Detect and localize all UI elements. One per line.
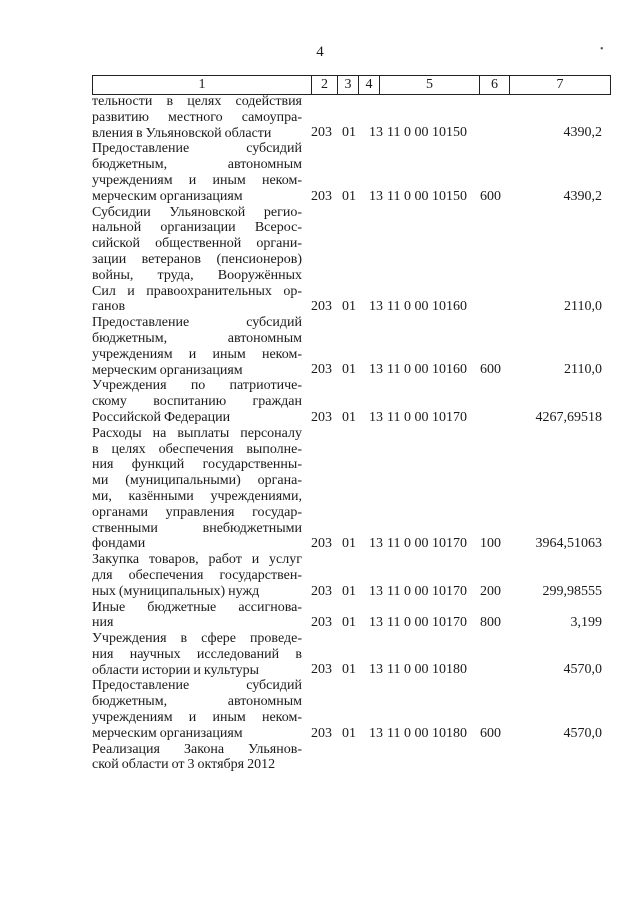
row-codes [92, 757, 611, 773]
table-row [92, 552, 611, 599]
ministry-code: 203 [311, 536, 332, 552]
description-line: области истории и культуры [92, 662, 260, 678]
description-line: в целях обеспечения выполне- [92, 441, 302, 457]
expense-type-code: 600 [480, 725, 501, 741]
header-col-7: 7 [556, 77, 564, 92]
description-line: Предоставление субсидий [92, 141, 302, 157]
ministry-code: 203 [311, 725, 332, 741]
description-line: Иные бюджетные ассигнова- [92, 599, 302, 615]
row-codes [92, 726, 611, 742]
table-row [92, 742, 611, 774]
description-line: мерческим организациям [92, 725, 243, 741]
target-article-code: 11 0 00 10180 [387, 662, 467, 678]
table-row [92, 600, 611, 632]
description-line: Закупка товаров, работ и услуг [92, 552, 302, 568]
ministry-code: 203 [311, 125, 332, 141]
expense-type-code: 600 [480, 362, 501, 378]
amount: 4570,0 [563, 662, 602, 678]
row-codes [92, 615, 611, 631]
subsection-code: 13 [369, 536, 383, 552]
description-line: Сил и правоохранительных ор- [92, 283, 302, 299]
row-codes [92, 584, 611, 600]
section-code: 01 [342, 615, 356, 631]
amount: 4570,0 [563, 725, 602, 741]
table-body [92, 94, 611, 773]
amount: 3964,51063 [535, 536, 602, 552]
description-line: сийской общественной органи- [92, 236, 302, 252]
description-line: для обеспечения государствен- [92, 567, 302, 583]
row-description [92, 426, 302, 552]
header-col-5: 5 [380, 76, 480, 94]
description-line: учреждениям и иным неком- [92, 346, 302, 362]
expense-type-code: 200 [480, 583, 501, 599]
table-row [92, 426, 611, 552]
ministry-code: 203 [311, 583, 332, 599]
table-row [92, 205, 611, 316]
description-line: нальной организации Всерос- [92, 220, 302, 236]
description-line: бюджетным, автономным [92, 330, 302, 346]
description-line: фондами [92, 536, 146, 552]
table-row [92, 141, 611, 204]
ministry-code: 203 [311, 188, 332, 204]
description-line: ния [92, 615, 114, 631]
description-line: учреждениям и иным неком- [92, 172, 302, 188]
description-line: Предоставление субсидий [92, 315, 302, 331]
table-row [92, 378, 611, 425]
description-line: Предоставление субсидий [92, 678, 302, 694]
target-article-code: 11 0 00 10170 [387, 583, 467, 599]
page-number: 4 [316, 44, 324, 60]
header-col-1: 1 [93, 76, 312, 94]
amount: 4267,69518 [535, 409, 602, 425]
amount: 2110,0 [564, 299, 602, 315]
subsection-code: 13 [369, 662, 383, 678]
section-code: 01 [342, 299, 356, 315]
expense-type-code: 100 [480, 536, 501, 552]
amount: 3,199 [570, 615, 602, 631]
row-codes [92, 362, 611, 378]
subsection-code: 13 [369, 125, 383, 141]
target-article-code: 11 0 00 10150 [387, 125, 467, 141]
description-line: тельности в целях содействия [92, 94, 302, 109]
header-col-6: 6 [480, 76, 510, 94]
description-line: органами управления государ- [92, 504, 302, 520]
description-line: Российской Федерации [92, 409, 231, 425]
table-row [92, 315, 611, 378]
description-line: ми (муниципальными) органа- [92, 473, 302, 489]
description-line: мерческим организациям [92, 188, 243, 204]
description-line: развитию местного самоупра- [92, 109, 302, 125]
description-line: ганов [92, 299, 126, 315]
description-line: ния научных исследований в [92, 646, 302, 662]
description-line: ния функций государственны- [92, 457, 302, 473]
target-article-code: 11 0 00 10170 [387, 536, 467, 552]
description-line: ных (муниципальных) нужд [92, 583, 260, 599]
ministry-code: 203 [311, 362, 332, 378]
description-line: бюджетным, автономным [92, 694, 302, 710]
description-line: Реализация Закона Ульянов- [92, 741, 302, 757]
target-article-code: 11 0 00 10160 [387, 299, 467, 315]
description-line: войны, труда, Вооружённых [92, 267, 302, 283]
amount: 4390,2 [563, 125, 602, 141]
amount: 4390,2 [563, 188, 602, 204]
ministry-code: 203 [311, 409, 332, 425]
table-row [92, 631, 611, 678]
description-line: ской области от 3 октября 2012 [92, 757, 276, 773]
expense-type-code: 600 [480, 188, 501, 204]
target-article-code: 11 0 00 10170 [387, 615, 467, 631]
section-code: 01 [342, 583, 356, 599]
target-article-code: 11 0 00 10170 [387, 409, 467, 425]
row-codes [92, 125, 611, 141]
header-col-2: 2 [312, 76, 338, 94]
row-codes [92, 410, 611, 426]
ministry-code: 203 [311, 299, 332, 315]
subsection-code: 13 [369, 725, 383, 741]
row-codes [92, 189, 611, 205]
description-line: зации ветеранов (пенсионеров) [92, 251, 302, 267]
row-codes [92, 536, 611, 552]
target-article-code: 11 0 00 10150 [387, 188, 467, 204]
row-codes [92, 662, 611, 678]
table-header-row [92, 75, 611, 95]
subsection-code: 13 [369, 409, 383, 425]
description-line: ственными внебюджетными [92, 520, 302, 536]
description-line: бюджетным, автономным [92, 157, 302, 173]
ministry-code: 203 [311, 615, 332, 631]
expense-type-code: 800 [480, 615, 501, 631]
subsection-code: 13 [369, 362, 383, 378]
description-line: учреждениям и иным неком- [92, 710, 302, 726]
section-code: 01 [342, 662, 356, 678]
description-line: Учреждения по патриотиче- [92, 378, 302, 394]
section-code: 01 [342, 725, 356, 741]
subsection-code: 13 [369, 188, 383, 204]
description-line: Субсидии Ульяновской регио- [92, 204, 302, 220]
target-article-code: 11 0 00 10160 [387, 362, 467, 378]
subsection-code: 13 [369, 299, 383, 315]
header-col-4: 4 [359, 76, 380, 94]
description-line: вления в Ульяновской области [92, 125, 272, 141]
description-line: Учреждения в сфере проведе- [92, 631, 302, 647]
section-code: 01 [342, 409, 356, 425]
table-row [92, 678, 611, 741]
scan-speck: • [600, 44, 604, 55]
target-article-code: 11 0 00 10180 [387, 725, 467, 741]
description-line: ми, казёнными учреждениями, [92, 488, 302, 504]
section-code: 01 [342, 125, 356, 141]
subsection-code: 13 [369, 583, 383, 599]
section-code: 01 [342, 362, 356, 378]
subsection-code: 13 [369, 615, 383, 631]
table-row [92, 94, 611, 141]
description-line: мерческим организациям [92, 362, 243, 378]
ministry-code: 203 [311, 662, 332, 678]
amount: 299,98555 [542, 583, 602, 599]
row-codes [92, 299, 611, 315]
description-line: Расходы на выплаты персоналу [92, 425, 302, 441]
header-col-3: 3 [338, 76, 359, 94]
description-line: скому воспитанию граждан [92, 394, 302, 410]
amount: 2110,0 [564, 362, 602, 378]
section-code: 01 [342, 188, 356, 204]
section-code: 01 [342, 536, 356, 552]
